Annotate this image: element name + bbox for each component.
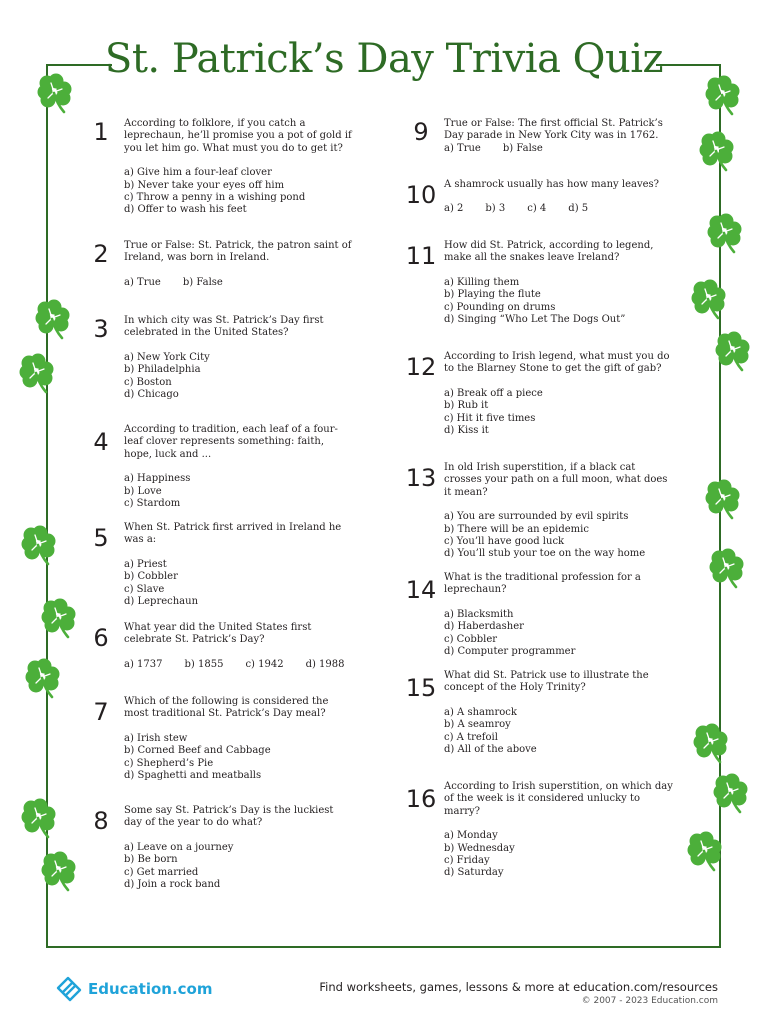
option: b) Corned Beef and Cabbage: [124, 745, 271, 757]
question-4: [93, 424, 354, 510]
option: b) 3: [485, 203, 506, 215]
question-6: [93, 622, 354, 671]
option: b) A seamroy: [444, 719, 511, 731]
question-number: 7: [93, 698, 109, 726]
question-number: 14: [405, 576, 437, 604]
copyright: © 2007 - 2023 Education.com: [581, 996, 718, 1006]
option: c) Hit it five times: [444, 412, 536, 424]
question-text: According to tradition, each leaf of a four-leaf clover represents something: faith, hope, luck and ...: [124, 424, 338, 460]
option: c) Stardom: [124, 498, 181, 510]
question-number: 10: [405, 181, 437, 209]
question-number: 3: [93, 315, 109, 343]
options: [124, 277, 354, 289]
options: [124, 842, 334, 892]
option: c) Pounding on drums: [444, 301, 556, 313]
option: c) Throw a penny in a wishing pond: [124, 192, 306, 204]
question-11: [405, 240, 674, 326]
option: b) Cobbler: [124, 571, 178, 583]
shamrock-icon: [708, 328, 756, 376]
question-3: [93, 315, 354, 401]
question-number: 8: [93, 807, 109, 835]
brand-name: Education.com: [88, 980, 213, 998]
option: a) True: [124, 276, 161, 288]
option: d) 5: [568, 203, 589, 215]
option: a) You are surrounded by evil spirits: [444, 511, 629, 523]
question-number: 13: [405, 464, 437, 492]
options: [444, 203, 674, 215]
question-text: What year did the United States first celebrate St. Patrick’s Day?: [124, 622, 312, 646]
shamrock-icon: [12, 350, 60, 398]
option: a) Monday: [444, 830, 498, 842]
shamrock-icon: [34, 848, 82, 896]
options: [444, 609, 674, 659]
question-text: According to Irish legend, what must you do to the Blarney Stone to get the gift of gab?: [444, 351, 670, 375]
option: c) 4: [527, 203, 547, 215]
options: [124, 473, 354, 510]
option: c) A trefoil: [444, 731, 498, 743]
question-number: 9: [413, 118, 429, 146]
option: d) Singing “Who Let The Dogs Out”: [444, 314, 626, 326]
option: a) True: [444, 142, 481, 154]
shamrock-icon: [14, 522, 62, 570]
shamrock-icon: [702, 545, 750, 593]
question-13: [405, 462, 674, 561]
option: a) Give him a four-leaf clover: [124, 167, 272, 179]
option: d) You’ll stub your toe on the way home: [444, 548, 646, 560]
option: c) You’ll have good luck: [444, 536, 565, 548]
shamrock-icon: [680, 828, 728, 876]
education-logo[interactable]: [54, 974, 213, 1004]
question-number: 1: [93, 118, 109, 146]
question-text: What did St. Patrick use to illustrate the concept of the Holy Trinity?: [444, 670, 649, 694]
footer-info: [319, 980, 718, 1006]
shamrock-icon: [706, 770, 754, 818]
option: b) Never take your eyes off him: [124, 179, 285, 191]
question-number: 11: [405, 242, 437, 270]
footer-tagline[interactable]: Find worksheets, games, lessons & more at education.com/resources: [319, 980, 718, 994]
option: a) 2: [444, 203, 464, 215]
option: b) Rub it: [444, 400, 489, 412]
shamrock-icon: [686, 720, 734, 768]
option: a) Break off a piece: [444, 387, 543, 399]
question-text: According to folklore, if you catch a leprechaun, he’ll promise you a pot of gold if you let him go. What must you do to get it?: [124, 118, 352, 154]
question-text: True or False: The first official St. Patrick’s Day parade in New York City was in 1762.: [444, 118, 663, 142]
option: a) Killing them: [444, 276, 520, 288]
shamrock-icon: [700, 210, 748, 258]
options: [444, 511, 674, 561]
option: c) Slave: [124, 583, 165, 595]
question-16: [405, 781, 674, 880]
options: [124, 559, 354, 609]
question-5: [93, 522, 354, 608]
shamrock-icon: [18, 655, 66, 703]
question-9: [413, 118, 674, 155]
question-10: [405, 179, 674, 216]
option: c) Get married: [124, 866, 199, 878]
question-number: 5: [93, 524, 109, 552]
option: b) Love: [124, 485, 162, 497]
question-2: [93, 240, 354, 289]
shamrock-icon: [30, 70, 78, 118]
options: [124, 352, 354, 402]
question-14: [405, 572, 674, 658]
shamrock-icon: [14, 795, 62, 843]
question-text: Some say St. Patrick’s Day is the luckiest day of the year to do what?: [124, 805, 334, 829]
shamrock-icon: [684, 276, 732, 324]
options: [124, 733, 354, 783]
options: [444, 277, 674, 327]
options: [124, 167, 354, 217]
option: c) Shepherd’s Pie: [124, 757, 214, 769]
options: [124, 659, 354, 671]
option: d) Saturday: [444, 867, 504, 879]
question-number: 15: [405, 674, 437, 702]
question-text: A shamrock usually has how many leaves?: [444, 179, 660, 190]
option: d) Offer to wash his feet: [124, 204, 247, 216]
shamrock-icon: [698, 72, 746, 120]
option: d) Haberdasher: [444, 621, 524, 633]
question-text: When St. Patrick first arrived in Ireland he was a:: [124, 522, 342, 546]
shamrock-icon: [34, 595, 82, 643]
option: d) All of the above: [444, 744, 537, 756]
education-logo-icon: [54, 974, 84, 1004]
option: c) Cobbler: [444, 633, 498, 645]
shamrock-icon: [698, 476, 746, 524]
option: c) Boston: [124, 376, 172, 388]
question-number: 16: [405, 785, 437, 813]
shamrock-icon: [692, 128, 740, 176]
option: a) Blacksmith: [444, 608, 514, 620]
question-number: 12: [405, 353, 437, 381]
option: b) There will be an epidemic: [444, 523, 589, 535]
options: [444, 143, 674, 155]
option: a) 1737: [124, 658, 163, 670]
option: b) False: [182, 276, 223, 288]
question-12: [405, 351, 674, 437]
question-text: True or False: St. Patrick, the patron saint of Ireland, was born in Ireland.: [124, 240, 352, 264]
option: b) Playing the flute: [444, 289, 541, 301]
question-text: According to Irish superstition, on which day of the week is it considered unlucky to marry?: [444, 781, 673, 817]
page-title: St. Patrick’s Day Trivia Quiz: [104, 36, 664, 82]
option: a) New York City: [124, 351, 210, 363]
question-1: [93, 118, 354, 217]
options: [444, 707, 674, 757]
option: d) Computer programmer: [444, 646, 576, 658]
question-number: 4: [93, 428, 109, 456]
question-number: 6: [93, 624, 109, 652]
option: b) 1855: [184, 658, 224, 670]
option: d) Kiss it: [444, 425, 489, 437]
question-7: [93, 696, 354, 782]
question-text: Which of the following is considered the most traditional St. Patrick’s Day meal?: [124, 696, 329, 720]
question-number: 2: [93, 240, 109, 268]
option: a) Irish stew: [124, 732, 188, 744]
question-text: What is the traditional profession for a leprechaun?: [444, 572, 641, 596]
option: a) Priest: [124, 558, 167, 570]
option: d) Chicago: [124, 389, 179, 401]
option: d) Leprechaun: [124, 596, 199, 608]
options: [444, 388, 674, 438]
question-text: In old Irish superstition, if a black cat crosses your path on a full moon, what does it mean?: [444, 462, 668, 498]
option: d) 1988: [305, 658, 345, 670]
option: b) Philadelphia: [124, 364, 201, 376]
option: b) False: [502, 142, 543, 154]
question-text: In which city was St. Patrick’s Day first celebrated in the United States?: [124, 315, 324, 339]
shamrock-icon: [28, 296, 76, 344]
question-text: How did St. Patrick, according to legend, make all the snakes leave Ireland?: [444, 240, 654, 264]
question-15: [405, 670, 674, 756]
option: c) Friday: [444, 855, 490, 867]
option: d) Join a rock band: [124, 879, 221, 891]
option: d) Spaghetti and meatballs: [124, 770, 262, 782]
option: b) Be born: [124, 854, 178, 866]
options: [444, 830, 674, 880]
question-8: [93, 805, 334, 891]
option: a) Leave on a journey: [124, 841, 234, 853]
option: a) A shamrock: [444, 706, 517, 718]
option: a) Happiness: [124, 473, 191, 485]
option: c) 1942: [245, 658, 284, 670]
option: b) Wednesday: [444, 842, 515, 854]
